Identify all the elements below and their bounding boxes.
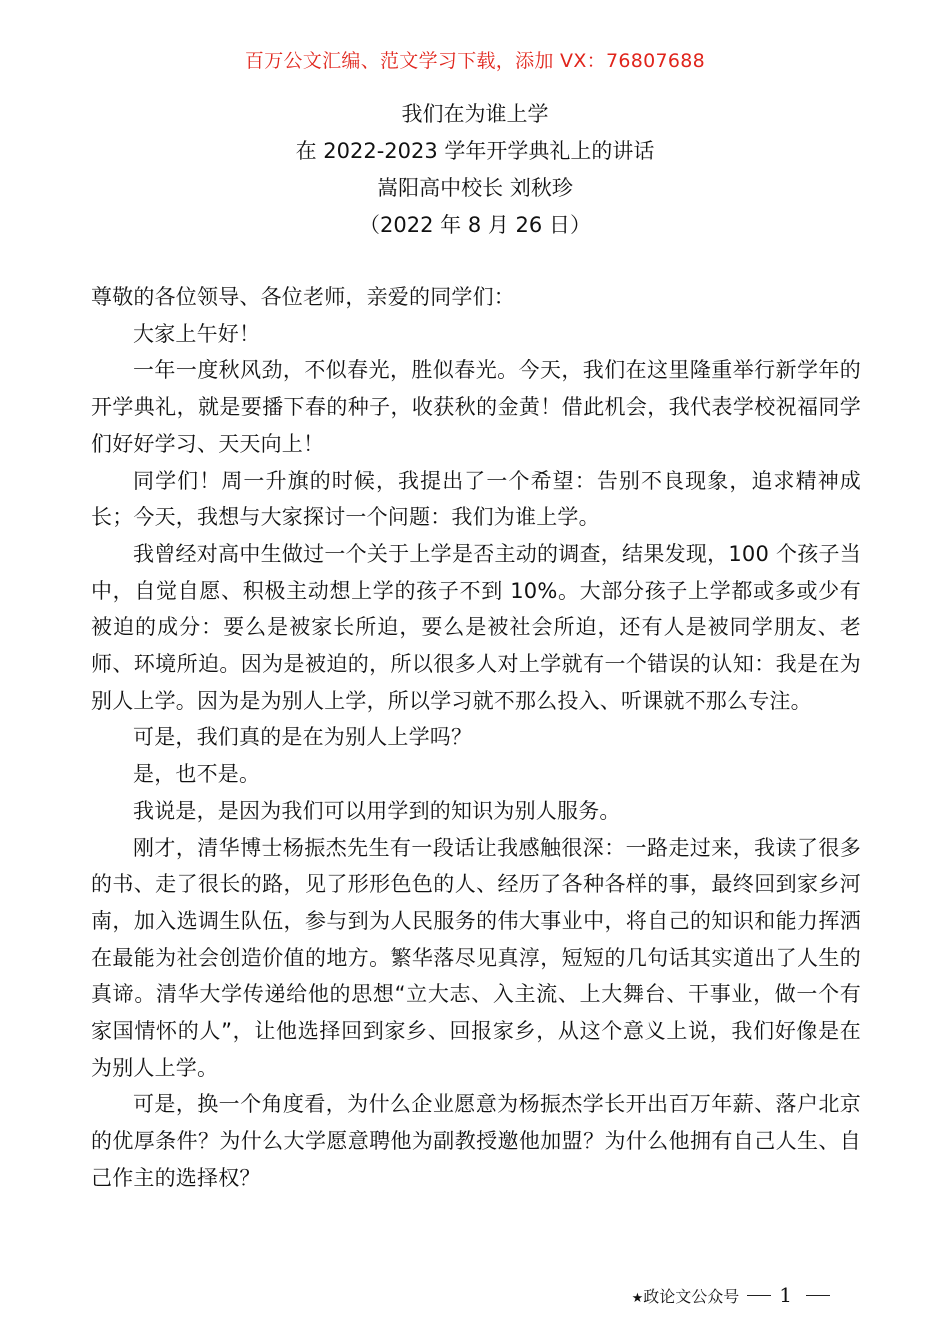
paragraph: 可是，我们真的是在为别人上学吗？ <box>133 725 473 750</box>
promo-banner: 百万公文汇编、范文学习下载，添加 VX：76807688 <box>244 50 706 72</box>
paragraph: 我曾经对高中生做过一个关于上学是否主动的调查，结果发现，100 个孩子当中，自觉自愿、积极主动想上学的孩子不到 10%。大部分孩子上学都或多或少有被迫的成分：要么是被家长所迫，要么是被社会所迫，还有人是被同学朋友、老师、环境所迫。因为是被迫的，所以很多人对上学就有一个错误的认知：我是在为别人上学。因为是为别人上学，所以学习就不那么投入、听课就不那么专注。 <box>91 541 861 713</box>
paragraph: 我说是，是因为我们可以用学到的知识为别人服务。 <box>133 798 621 823</box>
title-block <box>0 96 950 244</box>
footer-dash-right <box>806 1295 830 1296</box>
star-icon: ★ <box>631 1290 644 1306</box>
page-footer <box>632 1283 830 1307</box>
paragraph: 刚才，清华博士杨振杰先生有一段话让我感触很深：一路走过来，我读了很多的书、走了很长的路，见了形形色色的人、经历了各种各样的事，最终回到家乡河南，加入选调生队伍，参与到为人民服务的伟大事业中，将自己的知识和能力挥洒在最能为社会创造价值的地方。繁华落尽见真淳，短短的几句话其实道出了人生的真谛。清华大学传递给他的思想“立大志、入主流、上大舞台、干事业，做一个有家国情怀的人”，让他选择回到家乡、回报家乡，从这个意义上说，我们好像是在为别人上学。 <box>91 835 861 1080</box>
page-number: 1 <box>779 1283 798 1307</box>
speech-body <box>91 279 861 1197</box>
paragraph: 一年一度秋风劲，不似春光，胜似春光。今天，我们在这里隆重举行新学年的开学典礼，就是要播下春的种子，收获秋的金黄！借此机会，我代表学校祝福同学们好好学习、天天向上！ <box>91 358 861 456</box>
footer-source: 政论文公众号 <box>643 1286 740 1306</box>
paragraph: 大家上午好！ <box>133 321 261 346</box>
speech-date: （2022 年 8 月 26 日） <box>359 213 591 237</box>
salutation: 尊敬的各位领导、各位老师，亲爱的同学们： <box>91 285 515 309</box>
footer-dash-left <box>747 1295 771 1296</box>
speech-subtitle: 在 2022-2023 学年开学典礼上的讲话 <box>295 139 655 163</box>
speech-title: 我们在为谁上学 <box>401 102 549 126</box>
speaker-line: 嵩阳高中校长 刘秋珍 <box>377 176 573 200</box>
paragraph: 可是，换一个角度看，为什么企业愿意为杨振杰学长开出百万年薪、落户北京的优厚条件？为什么大学愿意聘他为副教授邀他加盟？为什么他拥有自己人生、自己作主的选择权？ <box>91 1092 861 1190</box>
paragraph: 同学们！周一升旗的时候，我提出了一个希望：告别不良现象，追求精神成长；今天，我想与大家探讨一个问题：我们为谁上学。 <box>91 468 861 530</box>
paragraph: 是，也不是。 <box>133 762 261 787</box>
